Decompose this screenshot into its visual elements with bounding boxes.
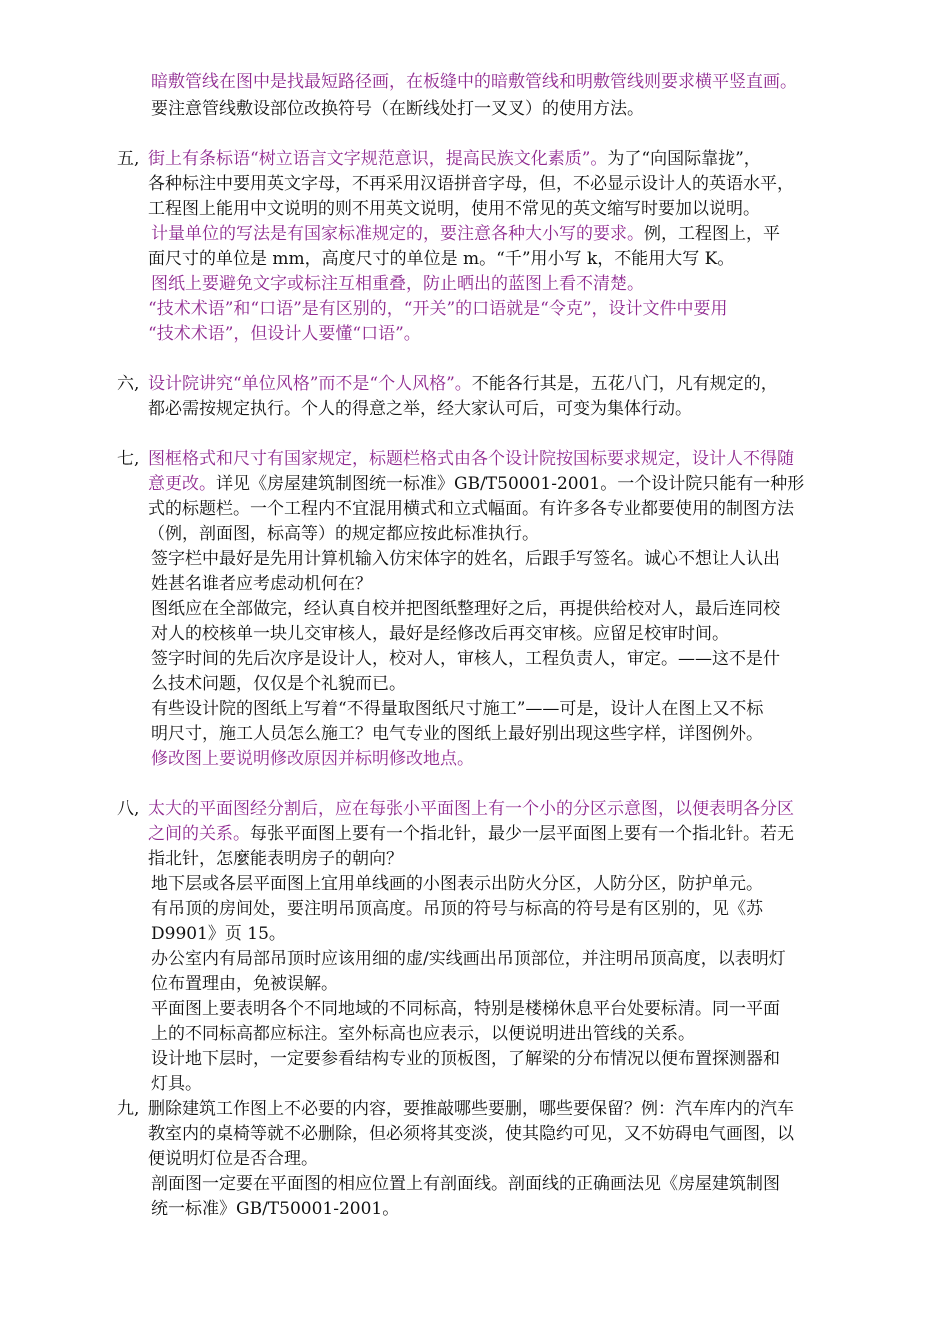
- section-5-line-6: 图纸上要避免文字或标注互相重叠，防止晒出的蓝图上看不清楚。: [151, 274, 644, 294]
- section-7-number: 七,: [117, 449, 140, 469]
- section-5-text: 为了“向国际靠拢”，: [607, 149, 761, 169]
- section-5-line-8: “技术术语”，但设计人要懂“口语”。: [148, 324, 421, 344]
- section-7-line-2: [148, 472, 804, 496]
- section-5-highlight-2: 计量单位的写法是有国家标准规定的，要注意各种大小写的要求。: [151, 224, 644, 244]
- section-5-line-4: [151, 222, 780, 246]
- section-7-line-8: 对人的校核单一块儿交审核人，最好是经修改后再交审核。应留足校审时间。: [151, 624, 729, 644]
- section-7-line-9: 签字时间的先后次序是设计人，校对人，审核人，工程负责人，审定。——这不是什: [151, 649, 780, 669]
- section-7-line-10: 么技术问题，仅仅是个礼貌而已。: [151, 674, 406, 694]
- section-8-line-7: 办公室内有局部吊顶时应该用细的虚/实线画出吊顶部位，并注明吊顶高度，以表明灯: [151, 949, 786, 969]
- section-5-line-2: 各种标注中要用英文字母，不再采用汉语拼音字母，但，不必显示设计人的英语水平，: [148, 174, 794, 194]
- section-9-line-4: 剖面图一定要在平面图的相应位置上有剖面线。剖面线的正确画法见《房屋建筑制图: [151, 1174, 780, 1194]
- section-7-line-13: 修改图上要说明修改原因并标明修改地点。: [151, 749, 474, 769]
- section-6-line-1: [148, 372, 778, 396]
- section-8-line-11: 设计地下层时，一定要参看结构专业的顶板图，了解梁的分布情况以便布置探测器和: [151, 1049, 780, 1069]
- section-7-line-1: 图框格式和尺寸有国家规定，标题栏格式由各个设计院按国标要求规定，设计人不得随: [148, 449, 794, 469]
- section-9-line-5: 统一标准》GB/T50001-2001。: [151, 1199, 400, 1219]
- section-8-line-1: 太大的平面图经分割后，应在每张小平面图上有一个小的分区示意图，以便表明各分区: [148, 799, 794, 819]
- section-7-text: 详见《房屋建筑制图统一标准》GB/T50001-2001。一个设计院只能有一种形: [216, 474, 805, 494]
- section-8-highlight: 之间的关系。: [148, 824, 250, 844]
- section-6-highlight: 设计院讲究“单位风格”而不是“个人风格”。: [148, 374, 472, 394]
- intro-line-2: 要注意管线敷设部位改换符号（在断线处打一叉叉）的使用方法。: [151, 99, 644, 119]
- section-8-line-10: 上的不同标高都应标注。室外标高也应表示，以便说明进出管线的关系。: [151, 1024, 695, 1044]
- section-7-line-7: 图纸应在全部做完，经认真自校并把图纸整理好之后，再提供给校对人，最后连同校: [151, 599, 780, 619]
- section-6-line-2: 都必需按规定执行。个人的得意之举，经大家认可后，可变为集体行动。: [148, 399, 692, 419]
- section-8-line-12: 灯具。: [151, 1074, 202, 1094]
- section-8-line-4: 地下层或各层平面图上宜用单线画的小图表示出防火分区，人防分区，防护单元。: [151, 874, 763, 894]
- section-5-text-2: 例，工程图上，平: [644, 224, 780, 244]
- section-5-line-7: “技术术语”和“口语”是有区别的，“开关”的口语就是“令克”，设计文件中要用: [148, 299, 728, 319]
- section-8-line-9: 平面图上要表明各个不同地域的不同标高，特别是楼梯休息平台处要标清。同一平面: [151, 999, 780, 1019]
- section-9-number: 九,: [117, 1099, 140, 1119]
- section-5-number: 五,: [117, 149, 140, 169]
- section-8-line-6: D9901》页 15。: [151, 924, 286, 944]
- section-8-number: 八,: [117, 799, 140, 819]
- section-7-line-3: 式的标题栏。一个工程内不宜混用横式和立式幅面。有许多各专业都要使用的制图方法: [148, 499, 794, 519]
- section-7-line-5: 签字栏中最好是先用计算机输入仿宋体字的姓名，后跟手写签名。诚心不想让人认出: [151, 549, 780, 569]
- section-8-line-5: 有吊顶的房间处，要注明吊顶高度。吊顶的符号与标高的符号是有区别的，见《苏: [151, 899, 763, 919]
- section-7-line-4: （例，剖面图，标高等）的规定都应按此标准执行。: [148, 524, 539, 544]
- section-6-text: 不能各行其是，五花八门，凡有规定的，: [471, 374, 778, 394]
- section-6-number: 六,: [117, 374, 140, 394]
- section-5-line-1: [148, 147, 761, 171]
- section-9-line-1: 删除建筑工作图上不必要的内容，要推敲哪些要删，哪些要保留？例：汽车库内的汽车: [148, 1099, 794, 1119]
- section-7-line-12: 明尺寸，施工人员怎么施工？电气专业的图纸上最好别出现这些字样，详图例外。: [151, 724, 763, 744]
- section-8-text: 每张平面图上要有一个指北针，最少一层平面图上要有一个指北针。若无: [250, 824, 794, 844]
- section-5-line-3: 工程图上能用中文说明的则不用英文说明，使用不常见的英文缩写时要加以说明。: [148, 199, 760, 219]
- section-7-line-6: 姓甚名谁者应考虑动机何在？: [151, 574, 372, 594]
- section-9-line-3: 便说明灯位是否合理。: [148, 1149, 318, 1169]
- section-7-highlight: 意更改。: [148, 474, 216, 494]
- section-5-highlight: 街上有条标语“树立语言文字规范意识，提高民族文化素质”。: [148, 149, 608, 169]
- section-9-line-2: 教室内的桌椅等就不必删除，但必须将其变淡，使其隐约可见，又不妨碍电气画图，以: [148, 1124, 794, 1144]
- section-8-line-3: 指北针，怎麼能表明房子的朝向？: [148, 849, 403, 869]
- intro-line-1: 暗敷管线在图中是找最短路径画，在板缝中的暗敷管线和明敷管线则要求横平竖直画。: [151, 72, 797, 92]
- section-7-line-11: 有些设计院的图纸上写着“不得量取图纸尺寸施工”——可是，设计人在图上又不标: [151, 699, 764, 719]
- section-8-line-2: [148, 822, 794, 846]
- section-5-line-5: 面尺寸的单位是 mm，高度尺寸的单位是 m。“千”用小写 k，不能用大写 K。: [148, 249, 735, 269]
- section-8-line-8: 位布置理由，免被误解。: [151, 974, 338, 994]
